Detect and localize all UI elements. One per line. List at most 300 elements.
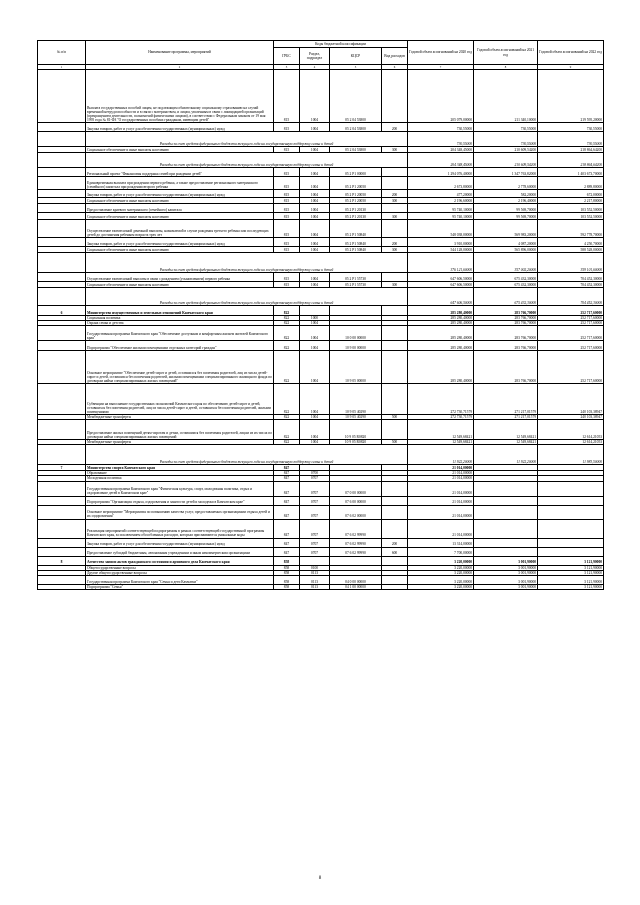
value-2022: 3 121,90000 bbox=[538, 584, 604, 589]
row-num-cell bbox=[38, 288, 86, 306]
value-2022: 2 217,80000 bbox=[538, 198, 604, 204]
grbs-code: 815 bbox=[274, 190, 300, 198]
program-name: Социальная политика bbox=[86, 316, 274, 321]
value-2022: 252 717,60000 bbox=[538, 351, 604, 384]
value-2022: 3 121,90000 bbox=[538, 575, 604, 584]
value-2020: 285 280,40000 bbox=[408, 306, 474, 316]
program-name: Реализация мероприятий соответствующей подпрограммы в рамках соответствующей государственной программы Камчатского края, за исключением обособленных расходов, которым присваиваются уникальные коды bbox=[86, 519, 274, 538]
kcsr-code: 07 6 02 99990 bbox=[330, 519, 382, 538]
column-number: 5 bbox=[330, 65, 382, 70]
kvr-code bbox=[382, 519, 408, 538]
kvr-code bbox=[382, 351, 408, 384]
value-2022: 103 552,50000 bbox=[538, 204, 604, 213]
column-number: 2 bbox=[86, 65, 274, 70]
kvr-code: 600 bbox=[382, 547, 408, 556]
value-2020: 13 314,00000 bbox=[408, 538, 474, 547]
value-2021: 3 001,90000 bbox=[474, 556, 538, 565]
grbs-code: 858 bbox=[274, 570, 300, 575]
section-code: 0113 bbox=[300, 584, 330, 589]
row-number bbox=[38, 420, 86, 440]
header-2021: Годовой объем ассигнований на 2021 год bbox=[474, 41, 538, 65]
grbs-code: 815 bbox=[274, 247, 300, 253]
grbs-code: 815 bbox=[274, 213, 300, 220]
value-2020: 12 549,68421 bbox=[408, 440, 474, 445]
value-2022: 12 614,21053 bbox=[538, 440, 604, 445]
value-2022: 730,55000 bbox=[538, 123, 604, 132]
value-2022: 2 889,80000 bbox=[538, 177, 604, 190]
value-2022 bbox=[538, 496, 604, 505]
value-2020: 3 220,00000 bbox=[408, 556, 474, 565]
section-code: 1004 bbox=[300, 351, 330, 384]
program-name: Министерство спорта Камчатского края bbox=[86, 465, 274, 471]
value-2021: 357 002,20000 bbox=[474, 253, 538, 273]
section-code: 1004 bbox=[300, 168, 330, 177]
value-2021: 283 766,70000 bbox=[474, 351, 538, 384]
kcsr-code: 05 2 P1 50840 bbox=[330, 238, 382, 247]
section-code: 0707 bbox=[300, 519, 330, 538]
program-name: Основное мероприятие "Мероприятия по повышению качества услуг, предоставляемых организациями отдыха детей и их оздоровления" bbox=[86, 505, 274, 519]
federal-funds-note-row bbox=[38, 445, 604, 465]
kvr-code: 200 bbox=[382, 123, 408, 132]
row-number bbox=[38, 220, 86, 238]
value-2020: 285 280,40000 bbox=[408, 341, 474, 351]
grbs-code: 858 bbox=[274, 584, 300, 589]
section-code: 1004 bbox=[300, 190, 330, 198]
kcsr-code: 05 2 P1 55730 bbox=[330, 282, 382, 288]
value-2021: 3 001,90000 bbox=[474, 584, 538, 589]
value-2020: 544 128,00000 bbox=[408, 247, 474, 253]
program-name: Молодежная политика bbox=[86, 476, 274, 481]
value-2022: 252 717,60000 bbox=[538, 341, 604, 351]
program-name: Предоставление краевого материнского (семейного) капитала bbox=[86, 204, 274, 213]
value-2021: 730,55000 bbox=[474, 123, 538, 132]
value-2020: 285 280,40000 bbox=[408, 326, 474, 341]
section-code: 1004 bbox=[300, 204, 330, 213]
kvr-code bbox=[382, 341, 408, 351]
value-2021: 1 347 763,82000 bbox=[474, 168, 538, 177]
kcsr-code: 10 0 00 00000 bbox=[330, 326, 382, 341]
kvr-code bbox=[382, 384, 408, 415]
value-2022: 252 717,60000 bbox=[538, 326, 604, 341]
section-code: 1004 bbox=[300, 384, 330, 415]
row-number bbox=[38, 384, 86, 415]
value-2020: 477,20000 bbox=[408, 190, 474, 198]
program-name: Образование bbox=[86, 471, 274, 476]
grbs-code: 847 bbox=[274, 519, 300, 538]
value-2021: 210 609,54200 bbox=[474, 153, 538, 168]
value-2020: 3 220,00000 bbox=[408, 565, 474, 570]
value-2021 bbox=[474, 538, 538, 547]
value-2022 bbox=[538, 481, 604, 496]
table-row bbox=[38, 341, 604, 351]
budget-document bbox=[37, 40, 603, 590]
value-2022 bbox=[538, 547, 604, 556]
grbs-code: 815 bbox=[274, 273, 300, 282]
program-name: Основное мероприятие "Обеспечение детей-сирот и детей, оставшихся без попечения родителей, лиц из числа детей-сирот и детей, оставшихся без попечения родителей, жилыми помещениями специализированного жилищного фонда по договорам найма специализированных жилых помещений" bbox=[86, 351, 274, 384]
header-kvr: Вид расходов bbox=[382, 48, 408, 65]
kvr-code bbox=[382, 70, 408, 123]
grbs-code: 847 bbox=[274, 505, 300, 519]
program-name: Предоставление субсидий бюджетным, автономным учреждениям и иным некоммерческим организациям bbox=[86, 547, 274, 556]
value-2021: 283 766,70000 bbox=[474, 316, 538, 321]
value-2020: 204 348,45000 bbox=[408, 153, 474, 168]
federal-funds-note-row bbox=[38, 288, 604, 306]
value-2022 bbox=[538, 519, 604, 538]
kcsr-code bbox=[330, 556, 382, 565]
value-2022: 730,55000 bbox=[538, 132, 604, 147]
value-2021 bbox=[474, 547, 538, 556]
grbs-code: 858 bbox=[274, 556, 300, 565]
grbs-code: 815 bbox=[274, 147, 300, 153]
program-name: Закупка товаров, работ и услуг для обеспечения государственных (муниципальных) нужд bbox=[86, 123, 274, 132]
kcsr-code: 05 2 P1 20050 bbox=[330, 190, 382, 198]
header-codes-group: Коды бюджетной классификации bbox=[274, 41, 408, 48]
value-2021: 565 896,00000 bbox=[474, 247, 538, 253]
table-row bbox=[38, 326, 604, 341]
table-row bbox=[38, 177, 604, 190]
row-number bbox=[38, 481, 86, 496]
value-2020: 21 014,00000 bbox=[408, 465, 474, 471]
grbs-code: 815 bbox=[274, 198, 300, 204]
federal-funds-note: Расходы за счет средств федерального бюджета текущего года на государственную поддержку семьи и детей bbox=[86, 253, 408, 273]
federal-funds-note: Расходы за счет средств федерального бюджета текущего года на государственную поддержку семьи и детей bbox=[86, 288, 408, 306]
grbs-code: 822 bbox=[274, 440, 300, 445]
section-code: 0113 bbox=[300, 575, 330, 584]
row-num-cell bbox=[38, 153, 86, 168]
section-code bbox=[300, 556, 330, 565]
value-2020: 647 606,50000 bbox=[408, 282, 474, 288]
table-row bbox=[38, 547, 604, 556]
value-2021: 283 766,70000 bbox=[474, 321, 538, 326]
kcsr-code: 10 9 05 R0820 bbox=[330, 440, 382, 445]
grbs-code: 847 bbox=[274, 496, 300, 505]
value-2020: 21 014,00000 bbox=[408, 476, 474, 481]
value-2021: 3 001,90000 bbox=[474, 570, 538, 575]
row-number bbox=[38, 238, 86, 247]
federal-funds-note: Расходы за счет средств федерального бюджета текущего года на государственную поддержку семьи и детей bbox=[86, 132, 408, 147]
value-2020: 376 121,60000 bbox=[408, 253, 474, 273]
header-grbs: ГРБС bbox=[274, 48, 300, 65]
table-row bbox=[38, 351, 604, 384]
value-2020: 285 280,40000 bbox=[408, 321, 474, 326]
value-2020: 95 740,10000 bbox=[408, 204, 474, 213]
grbs-code: 847 bbox=[274, 471, 300, 476]
row-number bbox=[38, 584, 86, 589]
value-2020: 285 280,40000 bbox=[408, 316, 474, 321]
row-number bbox=[38, 123, 86, 132]
table-row bbox=[38, 538, 604, 547]
program-name: Социальное обеспечение и иные выплаты населению bbox=[86, 213, 274, 220]
kcsr-code: 05 2 P1 20050 bbox=[330, 177, 382, 190]
section-code: 0700 bbox=[300, 471, 330, 476]
section-code: 1004 bbox=[300, 282, 330, 288]
row-number bbox=[38, 213, 86, 220]
kvr-code: 500 bbox=[382, 440, 408, 445]
grbs-code: 822 bbox=[274, 306, 300, 316]
section-code: 0707 bbox=[300, 505, 330, 519]
section-code: 1004 bbox=[300, 420, 330, 440]
kvr-code bbox=[382, 505, 408, 519]
value-2022: 3 121,90000 bbox=[538, 556, 604, 565]
column-number: 4 bbox=[300, 65, 330, 70]
kcsr-code: 05 2 04 53800 bbox=[330, 147, 382, 153]
header-num: № п/п bbox=[38, 41, 86, 65]
value-2021: 675 432,30000 bbox=[474, 273, 538, 282]
kvr-code: 500 bbox=[382, 415, 408, 420]
kcsr-code: 05 2 P1 50840 bbox=[330, 220, 382, 238]
section-code: 1004 bbox=[300, 440, 330, 445]
kcsr-code bbox=[330, 306, 382, 316]
header-2022: Годовой объем ассигнований на 2022 год bbox=[538, 41, 604, 65]
federal-funds-note: Расходы за счет средств федерального бюджета текущего года на государственную поддержку семьи и детей bbox=[86, 153, 408, 168]
program-name: Государственная программа Камчатского края "Семья и дети Камчатки" bbox=[86, 575, 274, 584]
value-2021 bbox=[474, 505, 538, 519]
kvr-code bbox=[382, 556, 408, 565]
value-2021: 271 217,01579 bbox=[474, 415, 538, 420]
kvr-code: 200 bbox=[382, 238, 408, 247]
value-2021: 283 766,70000 bbox=[474, 341, 538, 351]
value-2021: 3 001,90000 bbox=[474, 565, 538, 570]
kvr-code: 300 bbox=[382, 282, 408, 288]
program-name: Осуществление ежемесячной выплаты в связи с рождением (усыновлением) первого ребенка bbox=[86, 273, 274, 282]
section-code: 1004 bbox=[300, 238, 330, 247]
section-code: 1004 bbox=[300, 273, 330, 282]
section-code: 1004 bbox=[300, 220, 330, 238]
value-2021: 99 569,70000 bbox=[474, 204, 538, 213]
kvr-code bbox=[382, 306, 408, 316]
value-2021: 99 569,70000 bbox=[474, 213, 538, 220]
grbs-code: 822 bbox=[274, 384, 300, 415]
section-code: 0100 bbox=[300, 565, 330, 570]
grbs-code: 815 bbox=[274, 282, 300, 288]
grbs-code: 815 bbox=[274, 238, 300, 247]
budget-table bbox=[37, 40, 604, 590]
row-number bbox=[38, 326, 86, 341]
program-name: Социальное обеспечение и иные выплаты населению bbox=[86, 282, 274, 288]
grbs-code: 858 bbox=[274, 565, 300, 570]
table-row bbox=[38, 190, 604, 198]
header-section: Раздел, подраздел bbox=[300, 48, 330, 65]
value-2022: 704 452,30000 bbox=[538, 288, 604, 306]
value-2020: 3 910,00000 bbox=[408, 238, 474, 247]
section-code: 1004 bbox=[300, 123, 330, 132]
value-2021: 4 087,20000 bbox=[474, 238, 538, 247]
kcsr-code: 10 9 05 00000 bbox=[330, 351, 382, 384]
table-row bbox=[38, 204, 604, 213]
value-2021: 12 549,68421 bbox=[474, 420, 538, 440]
grbs-code: 822 bbox=[274, 415, 300, 420]
table-row bbox=[38, 584, 604, 589]
value-2021: 730,55000 bbox=[474, 132, 538, 147]
value-2022: 252 717,60000 bbox=[538, 321, 604, 326]
grbs-code: 858 bbox=[274, 575, 300, 584]
section-code: 0707 bbox=[300, 481, 330, 496]
value-2020: 2 673,80000 bbox=[408, 177, 474, 190]
grbs-code: 847 bbox=[274, 476, 300, 481]
value-2021: 2 196,40000 bbox=[474, 198, 538, 204]
row-number bbox=[38, 177, 86, 190]
program-name: Межбюджетные трансферты bbox=[86, 415, 274, 420]
value-2020: 548 038,00000 bbox=[408, 220, 474, 238]
value-2022: 218 864,64200 bbox=[538, 153, 604, 168]
program-name: Закупка товаров, работ и услуг для обеспечения государственных (муниципальных) нужд bbox=[86, 538, 274, 547]
table-row bbox=[38, 420, 604, 440]
grbs-code: 815 bbox=[274, 168, 300, 177]
page-number: 8 bbox=[318, 876, 322, 881]
row-number bbox=[38, 519, 86, 538]
value-2022: 3 121,90000 bbox=[538, 565, 604, 570]
section-code: 1004 bbox=[300, 247, 330, 253]
federal-funds-note: Расходы за счет средств федерального бюджета текущего года на государственную поддержку семьи и детей bbox=[86, 445, 408, 465]
kcsr-code: 05 2 P1 20050 bbox=[330, 198, 382, 204]
kcsr-code: 07 6 02 00000 bbox=[330, 505, 382, 519]
table-body bbox=[38, 70, 604, 590]
agency-total-row bbox=[38, 556, 604, 565]
section-code: 1004 bbox=[300, 213, 330, 220]
table-row bbox=[38, 213, 604, 220]
kcsr-code: 05 2 P1 20130 bbox=[330, 213, 382, 220]
value-2020: 21 014,00000 bbox=[408, 519, 474, 538]
row-number bbox=[38, 496, 86, 505]
row-num-cell bbox=[38, 445, 86, 465]
column-number: 3 bbox=[274, 65, 300, 70]
program-name: Государственная программа Камчатского края "Обеспечение доступным и комфортным жильем жителей Камчатского края" bbox=[86, 326, 274, 341]
header-kcsr: КЦСР bbox=[330, 48, 382, 65]
program-name: Министерство имущественных и земельных отношений Камчатского края bbox=[86, 306, 274, 316]
value-2021 bbox=[474, 519, 538, 538]
program-name: Закупка товаров, работ и услуг для обеспечения государственных (муниципальных) нужд bbox=[86, 238, 274, 247]
kcsr-code: 07 6 02 99990 bbox=[330, 538, 382, 547]
row-number bbox=[38, 168, 86, 177]
value-2020: 272 730,71579 bbox=[408, 415, 474, 420]
value-2021: 283 766,70000 bbox=[474, 306, 538, 316]
value-2022: 4 250,70000 bbox=[538, 238, 604, 247]
program-name: Общегосударственные вопросы bbox=[86, 565, 274, 570]
kcsr-code: 10 9 05 40290 bbox=[330, 415, 382, 420]
table-row bbox=[38, 496, 604, 505]
section-code: 1004 bbox=[300, 198, 330, 204]
value-2020: 21 014,00000 bbox=[408, 496, 474, 505]
grbs-code: 822 bbox=[274, 321, 300, 326]
value-2020: 12 549,68421 bbox=[408, 420, 474, 440]
program-name: Межбюджетные трансферты bbox=[86, 440, 274, 445]
row-number bbox=[38, 538, 86, 547]
column-number: 9 bbox=[538, 65, 604, 70]
value-2021 bbox=[474, 496, 538, 505]
kcsr-code: 07 6 02 99990 bbox=[330, 547, 382, 556]
value-2021: 210 609,54200 bbox=[474, 147, 538, 153]
grbs-code: 815 bbox=[274, 177, 300, 190]
column-number: 7 bbox=[408, 65, 474, 70]
program-name: Социальное обеспечение и иные выплаты населению bbox=[86, 198, 274, 204]
grbs-code: 847 bbox=[274, 538, 300, 547]
column-number: 1 bbox=[38, 65, 86, 70]
kvr-code bbox=[382, 496, 408, 505]
section-code bbox=[300, 306, 330, 316]
value-2020: 21 014,00000 bbox=[408, 471, 474, 476]
program-name: Предоставление жилых помещений детям-сиротам и детям, оставшимся без попечения родителей, лицам из их числа по договорам найма специализированных жилых помещений bbox=[86, 420, 274, 440]
kcsr-code: 05 2 04 53800 bbox=[330, 123, 382, 132]
row-number bbox=[38, 273, 86, 282]
program-name: Подпрограмма "Организация отдыха, оздоровления и занятости детей и молодежи в Камчатском крае" bbox=[86, 496, 274, 505]
section-code: 1004 bbox=[300, 321, 330, 326]
value-2022: 704 452,30000 bbox=[538, 282, 604, 288]
program-name: Охрана семьи и детства bbox=[86, 321, 274, 326]
value-2020: 730,55000 bbox=[408, 132, 474, 147]
program-name: Выплата государственных пособий лицам, не подлежащим обязательному социальному страхованию на случай временной нетрудоспособности и в связи с материнством, и лицам, уволенным в связи с ликвидацией организаций (прекращением деятельности, полномочий физическими лицами), в соответствии с Федеральным законом от 19 мая 1995 года № 81-ФЗ "О государственных пособиях гражданам, имеющим детей" bbox=[86, 70, 274, 123]
table-row bbox=[38, 273, 604, 282]
row-number bbox=[38, 575, 86, 584]
program-name: Социальное обеспечение и иные выплаты населению bbox=[86, 147, 274, 153]
value-2022: 240 103,38947 bbox=[538, 415, 604, 420]
kvr-code bbox=[382, 273, 408, 282]
value-2021: 3 001,90000 bbox=[474, 575, 538, 584]
row-number bbox=[38, 505, 86, 519]
value-2022: 592 778,70000 bbox=[538, 220, 604, 238]
value-2021: 283 766,70000 bbox=[474, 326, 538, 341]
grbs-code: 847 bbox=[274, 465, 300, 471]
kcsr-code: 05 2 P1 55730 bbox=[330, 273, 382, 282]
row-num-cell bbox=[38, 132, 86, 147]
value-2022: 12 614,21053 bbox=[538, 420, 604, 440]
section-code: 0707 bbox=[300, 547, 330, 556]
row-number: 7 bbox=[38, 465, 86, 471]
grbs-code: 822 bbox=[274, 341, 300, 351]
program-name: Региональный проект "Финансовая поддержка семей при рождении детей" bbox=[86, 168, 274, 177]
section-code: 1000 bbox=[300, 316, 330, 321]
row-number bbox=[38, 190, 86, 198]
grbs-code: 815 bbox=[274, 204, 300, 213]
grbs-code: 822 bbox=[274, 351, 300, 384]
program-name: Единовременная выплата при рождении первого ребенка, а также предоставление регионального материнского (семейного) капитала при рождении второго ребенка bbox=[86, 177, 274, 190]
federal-funds-note-row bbox=[38, 153, 604, 168]
value-2022 bbox=[538, 505, 604, 519]
value-2021: 2 778,60000 bbox=[474, 177, 538, 190]
value-2020: 21 014,00000 bbox=[408, 505, 474, 519]
value-2020: 2 196,60000 bbox=[408, 198, 474, 204]
value-2022: 218 864,64200 bbox=[538, 147, 604, 153]
federal-funds-note-row bbox=[38, 132, 604, 147]
column-number: 8 bbox=[474, 65, 538, 70]
value-2022: 3 121,90000 bbox=[538, 570, 604, 575]
value-2020: 730,55000 bbox=[408, 123, 474, 132]
value-2021: 582,20000 bbox=[474, 190, 538, 198]
value-2020: 1 294 076,40000 bbox=[408, 168, 474, 177]
value-2020: 647 606,50000 bbox=[408, 273, 474, 282]
agency-total-row bbox=[38, 306, 604, 316]
program-name: Субвенции на выполнение государственных полномочий Камчатского края по обеспечению детей-сирот и детей, оставшихся без попечения родителей, лиц из числа детей-сирот и детей, оставшихся без попечения родителей, жилыми помещениями bbox=[86, 384, 274, 415]
kvr-code bbox=[382, 220, 408, 238]
row-num-cell bbox=[38, 253, 86, 273]
row-number bbox=[38, 204, 86, 213]
section-code: 1004 bbox=[300, 415, 330, 420]
kvr-code: 200 bbox=[382, 538, 408, 547]
program-name: Подпрограмма "Семья" bbox=[86, 584, 274, 589]
grbs-code: 847 bbox=[274, 481, 300, 496]
table-row bbox=[38, 123, 604, 132]
table-row bbox=[38, 70, 604, 123]
value-2022: 704 452,30000 bbox=[538, 273, 604, 282]
section-code: 0707 bbox=[300, 476, 330, 481]
section-code: 1004 bbox=[300, 147, 330, 153]
grbs-code: 822 bbox=[274, 316, 300, 321]
kvr-code bbox=[382, 584, 408, 589]
section-code: 0707 bbox=[300, 538, 330, 547]
value-2020: 647 606,50000 bbox=[408, 288, 474, 306]
value-2021: 12 549,68421 bbox=[474, 440, 538, 445]
row-number bbox=[38, 341, 86, 351]
section-code: 0707 bbox=[300, 496, 330, 505]
